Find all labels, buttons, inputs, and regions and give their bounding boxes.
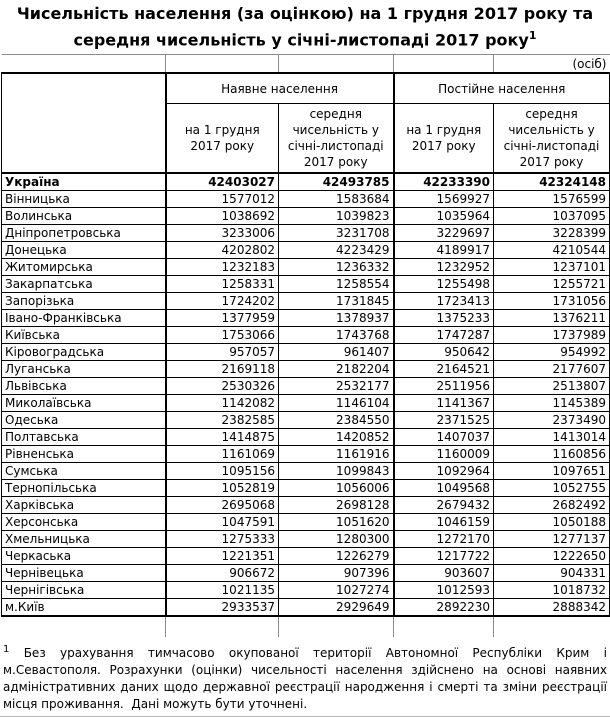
present-dec1-value-cell: 1052819 <box>166 480 279 497</box>
permanent-dec1-value-cell: 903607 <box>394 565 494 582</box>
permanent-average-value-cell: 1277137 <box>494 531 610 548</box>
stub-cell <box>494 616 610 637</box>
present-average-value-cell: 1027274 <box>279 582 394 599</box>
units-label: (осіб) <box>494 55 610 74</box>
present-dec1-value-cell: 1232183 <box>166 259 279 276</box>
region-name-cell: Вінницька <box>2 191 166 208</box>
permanent-average-value-cell: 4210544 <box>494 242 610 259</box>
present-dec1-value-cell: 1275333 <box>166 531 279 548</box>
present-dec1-value-cell: 1414875 <box>166 429 279 446</box>
present-dec1-value-cell: 2382585 <box>166 412 279 429</box>
permanent-average-value-cell: 904331 <box>494 565 610 582</box>
region-name-cell: Львівська <box>2 378 166 395</box>
permanent-dec1-value-cell: 1160009 <box>394 446 494 463</box>
table-row <box>2 395 610 412</box>
table-body <box>2 173 610 616</box>
region-name-cell: Миколаївська <box>2 395 166 412</box>
present-average-value-cell: 1099843 <box>279 463 394 480</box>
present-average-value-cell: 1051620 <box>279 514 394 531</box>
present-dec1-value-cell: 2169118 <box>166 361 279 378</box>
present-dec1-value-cell: 906672 <box>166 565 279 582</box>
stub-cell <box>279 616 394 637</box>
table-row <box>2 293 610 310</box>
region-name-cell: Кіровоградська <box>2 344 166 361</box>
permanent-dec1-value-cell: 1375233 <box>394 310 494 327</box>
present-dec1-value-cell: 1377959 <box>166 310 279 327</box>
group-header-permanent-population: Постійне населення <box>394 73 610 104</box>
region-name-cell: Чернігівська <box>2 582 166 599</box>
permanent-average-value-cell: 1018732 <box>494 582 610 599</box>
units-row <box>2 55 610 74</box>
present-dec1-value-cell: 2695068 <box>166 497 279 514</box>
present-dec1-value-cell: 1221351 <box>166 548 279 565</box>
subheader-permanent-dec1: на 1 грудня 2017 року <box>394 104 494 174</box>
table-row <box>2 582 610 599</box>
present-average-value-cell: 1378937 <box>279 310 394 327</box>
present-average-value-cell: 1258554 <box>279 276 394 293</box>
group-header-present-population: Наявне населення <box>166 73 394 104</box>
present-average-value-cell: 3231708 <box>279 225 394 242</box>
present-average-value-cell: 1731845 <box>279 293 394 310</box>
permanent-dec1-value-cell: 1255498 <box>394 276 494 293</box>
permanent-dec1-value-cell: 2511956 <box>394 378 494 395</box>
region-name-cell: Черкаська <box>2 548 166 565</box>
subheader-permanent-average: середня чисельність у січні-листопаді 2017 року <box>494 104 610 174</box>
region-name-cell: Хмельницька <box>2 531 166 548</box>
present-average-value-cell: 42493785 <box>279 173 394 191</box>
footnote-mark: 1 <box>3 644 10 656</box>
permanent-dec1-value-cell: 2371525 <box>394 412 494 429</box>
table-row <box>2 429 610 446</box>
subheader-present-dec1: на 1 грудня 2017 року <box>166 104 279 174</box>
table-row <box>2 344 610 361</box>
permanent-average-value-cell: 2888342 <box>494 599 610 617</box>
permanent-dec1-value-cell: 1012593 <box>394 582 494 599</box>
permanent-average-value-cell: 2682492 <box>494 497 610 514</box>
table-row <box>2 276 610 293</box>
present-average-value-cell: 1280300 <box>279 531 394 548</box>
table-row <box>2 242 610 259</box>
region-name-cell: Харківська <box>2 497 166 514</box>
units-row-cell <box>279 55 394 74</box>
permanent-average-value-cell: 2373490 <box>494 412 610 429</box>
region-name-cell: Рівненська <box>2 446 166 463</box>
page-title-line1: Чисельність населення (за оцінкою) на 1 грудня 2017 року та <box>16 4 594 23</box>
present-dec1-value-cell: 2933537 <box>166 599 279 617</box>
permanent-average-value-cell: 1052755 <box>494 480 610 497</box>
present-average-value-cell: 2384550 <box>279 412 394 429</box>
table-row <box>2 310 610 327</box>
title-footnote-mark: 1 <box>528 29 537 42</box>
region-name-cell: Сумська <box>2 463 166 480</box>
table-row <box>2 531 610 548</box>
present-dec1-value-cell: 1753066 <box>166 327 279 344</box>
permanent-average-value-cell: 3228399 <box>494 225 610 242</box>
region-name-cell: Київська <box>2 327 166 344</box>
present-dec1-value-cell: 1142082 <box>166 395 279 412</box>
present-average-value-cell: 1056006 <box>279 480 394 497</box>
present-dec1-value-cell: 1021135 <box>166 582 279 599</box>
permanent-dec1-value-cell: 1723413 <box>394 293 494 310</box>
permanent-average-value-cell: 1160856 <box>494 446 610 463</box>
table-corner-cell <box>2 73 166 173</box>
permanent-average-value-cell: 1037095 <box>494 208 610 225</box>
permanent-dec1-value-cell: 2892230 <box>394 599 494 617</box>
table-row <box>2 412 610 429</box>
permanent-dec1-value-cell: 1272170 <box>394 531 494 548</box>
permanent-dec1-value-cell: 42233390 <box>394 173 494 191</box>
region-name-cell: м.Київ <box>2 599 166 617</box>
present-average-value-cell: 907396 <box>279 565 394 582</box>
table-row <box>2 378 610 395</box>
table-row <box>2 208 610 225</box>
permanent-average-value-cell: 2513807 <box>494 378 610 395</box>
present-dec1-value-cell: 1047591 <box>166 514 279 531</box>
table-row <box>2 514 610 531</box>
present-dec1-value-cell: 1161069 <box>166 446 279 463</box>
table-row <box>2 497 610 514</box>
region-name-cell: Україна <box>2 173 166 191</box>
permanent-average-value-cell: 2177607 <box>494 361 610 378</box>
table-row <box>2 446 610 463</box>
permanent-dec1-value-cell: 1046159 <box>394 514 494 531</box>
permanent-average-value-cell: 1237101 <box>494 259 610 276</box>
table-row <box>2 480 610 497</box>
present-average-value-cell: 961407 <box>279 344 394 361</box>
present-average-value-cell: 1583684 <box>279 191 394 208</box>
permanent-average-value-cell: 1731056 <box>494 293 610 310</box>
permanent-average-value-cell: 1576599 <box>494 191 610 208</box>
present-average-value-cell: 2532177 <box>279 378 394 395</box>
population-table <box>1 54 610 637</box>
region-name-cell: Тернопільська <box>2 480 166 497</box>
permanent-average-value-cell: 1737989 <box>494 327 610 344</box>
gridline-stub-row <box>2 616 610 637</box>
subheader-present-average: середня чисельність у січні-листопаді 2017 року <box>279 104 394 174</box>
table-row <box>2 548 610 565</box>
permanent-dec1-value-cell: 2164521 <box>394 361 494 378</box>
region-name-cell: Закарпатська <box>2 276 166 293</box>
units-row-cell <box>394 55 494 74</box>
present-dec1-value-cell: 1095156 <box>166 463 279 480</box>
table-row <box>2 173 610 191</box>
region-name-cell: Херсонська <box>2 514 166 531</box>
permanent-average-value-cell: 42324148 <box>494 173 610 191</box>
present-dec1-value-cell: 1724202 <box>166 293 279 310</box>
present-average-value-cell: 2929649 <box>279 599 394 617</box>
permanent-dec1-value-cell: 1049568 <box>394 480 494 497</box>
permanent-average-value-cell: 1413014 <box>494 429 610 446</box>
group-header-row <box>2 73 610 104</box>
permanent-dec1-value-cell: 1232952 <box>394 259 494 276</box>
permanent-dec1-value-cell: 1092964 <box>394 463 494 480</box>
table-row <box>2 599 610 617</box>
permanent-dec1-value-cell: 1407037 <box>394 429 494 446</box>
table-row <box>2 565 610 582</box>
stub-cell <box>2 616 166 637</box>
table-row <box>2 327 610 344</box>
present-average-value-cell: 1236332 <box>279 259 394 276</box>
present-dec1-value-cell: 2530326 <box>166 378 279 395</box>
stub-cell <box>394 616 494 637</box>
permanent-dec1-value-cell: 1035964 <box>394 208 494 225</box>
permanent-dec1-value-cell: 1747287 <box>394 327 494 344</box>
region-name-cell: Івано-Франківська <box>2 310 166 327</box>
present-average-value-cell: 1420852 <box>279 429 394 446</box>
permanent-average-value-cell: 1145389 <box>494 395 610 412</box>
table-row <box>2 361 610 378</box>
present-average-value-cell: 2182204 <box>279 361 394 378</box>
present-dec1-value-cell: 3233006 <box>166 225 279 242</box>
present-average-value-cell: 1146104 <box>279 395 394 412</box>
permanent-dec1-value-cell: 4189917 <box>394 242 494 259</box>
permanent-dec1-value-cell: 2679432 <box>394 497 494 514</box>
permanent-dec1-value-cell: 3229697 <box>394 225 494 242</box>
page-title <box>0 3 610 51</box>
region-name-cell: Чернівецька <box>2 565 166 582</box>
present-dec1-value-cell: 1258331 <box>166 276 279 293</box>
permanent-average-value-cell: 1255721 <box>494 276 610 293</box>
permanent-dec1-value-cell: 1569927 <box>394 191 494 208</box>
region-name-cell: Дніпропетровська <box>2 225 166 242</box>
present-average-value-cell: 1743768 <box>279 327 394 344</box>
stub-cell <box>166 616 279 637</box>
table-row <box>2 259 610 276</box>
page-title-line2: середня чисельність у січні-листопаді 2017 року$^1$ <box>73 29 537 50</box>
units-row-cell <box>166 55 279 74</box>
region-name-cell: Запорізька <box>2 293 166 310</box>
present-dec1-value-cell: 957057 <box>166 344 279 361</box>
region-name-cell: Луганська <box>2 361 166 378</box>
region-name-cell: Житомирська <box>2 259 166 276</box>
footnote <box>1 641 609 713</box>
present-average-value-cell: 1161916 <box>279 446 394 463</box>
permanent-dec1-value-cell: 950642 <box>394 344 494 361</box>
present-average-value-cell: 1226279 <box>279 548 394 565</box>
present-average-value-cell: 4223429 <box>279 242 394 259</box>
region-name-cell: Донецька <box>2 242 166 259</box>
permanent-dec1-value-cell: 1217722 <box>394 548 494 565</box>
permanent-average-value-cell: 1222650 <box>494 548 610 565</box>
table-row <box>2 463 610 480</box>
region-name-cell: Волинська <box>2 208 166 225</box>
permanent-average-value-cell: 1376211 <box>494 310 610 327</box>
permanent-average-value-cell: 1097651 <box>494 463 610 480</box>
present-average-value-cell: 1039823 <box>279 208 394 225</box>
table-row <box>2 225 610 242</box>
present-average-value-cell: 2698128 <box>279 497 394 514</box>
region-name-cell: Полтавська <box>2 429 166 446</box>
permanent-average-value-cell: 1050188 <box>494 514 610 531</box>
present-dec1-value-cell: 4202802 <box>166 242 279 259</box>
units-row-cell <box>2 55 166 74</box>
present-dec1-value-cell: 1038692 <box>166 208 279 225</box>
present-dec1-value-cell: 42403027 <box>166 173 279 191</box>
present-dec1-value-cell: 1577012 <box>166 191 279 208</box>
permanent-average-value-cell: 954992 <box>494 344 610 361</box>
footnote-text: Без урахування тимчасово окупованої території Автономної Республіки Крим і м.Севастополя. Розрахунки (оцінки) чисельності населення здійснено на основі наявних адміністративних даних щодо державної реєстрації народження і смерті та зміни реєстрації місця проживання. Дані можуть бути уточнені. <box>3 646 607 712</box>
permanent-dec1-value-cell: 1141367 <box>394 395 494 412</box>
region-name-cell: Одеська <box>2 412 166 429</box>
table-row <box>2 191 610 208</box>
